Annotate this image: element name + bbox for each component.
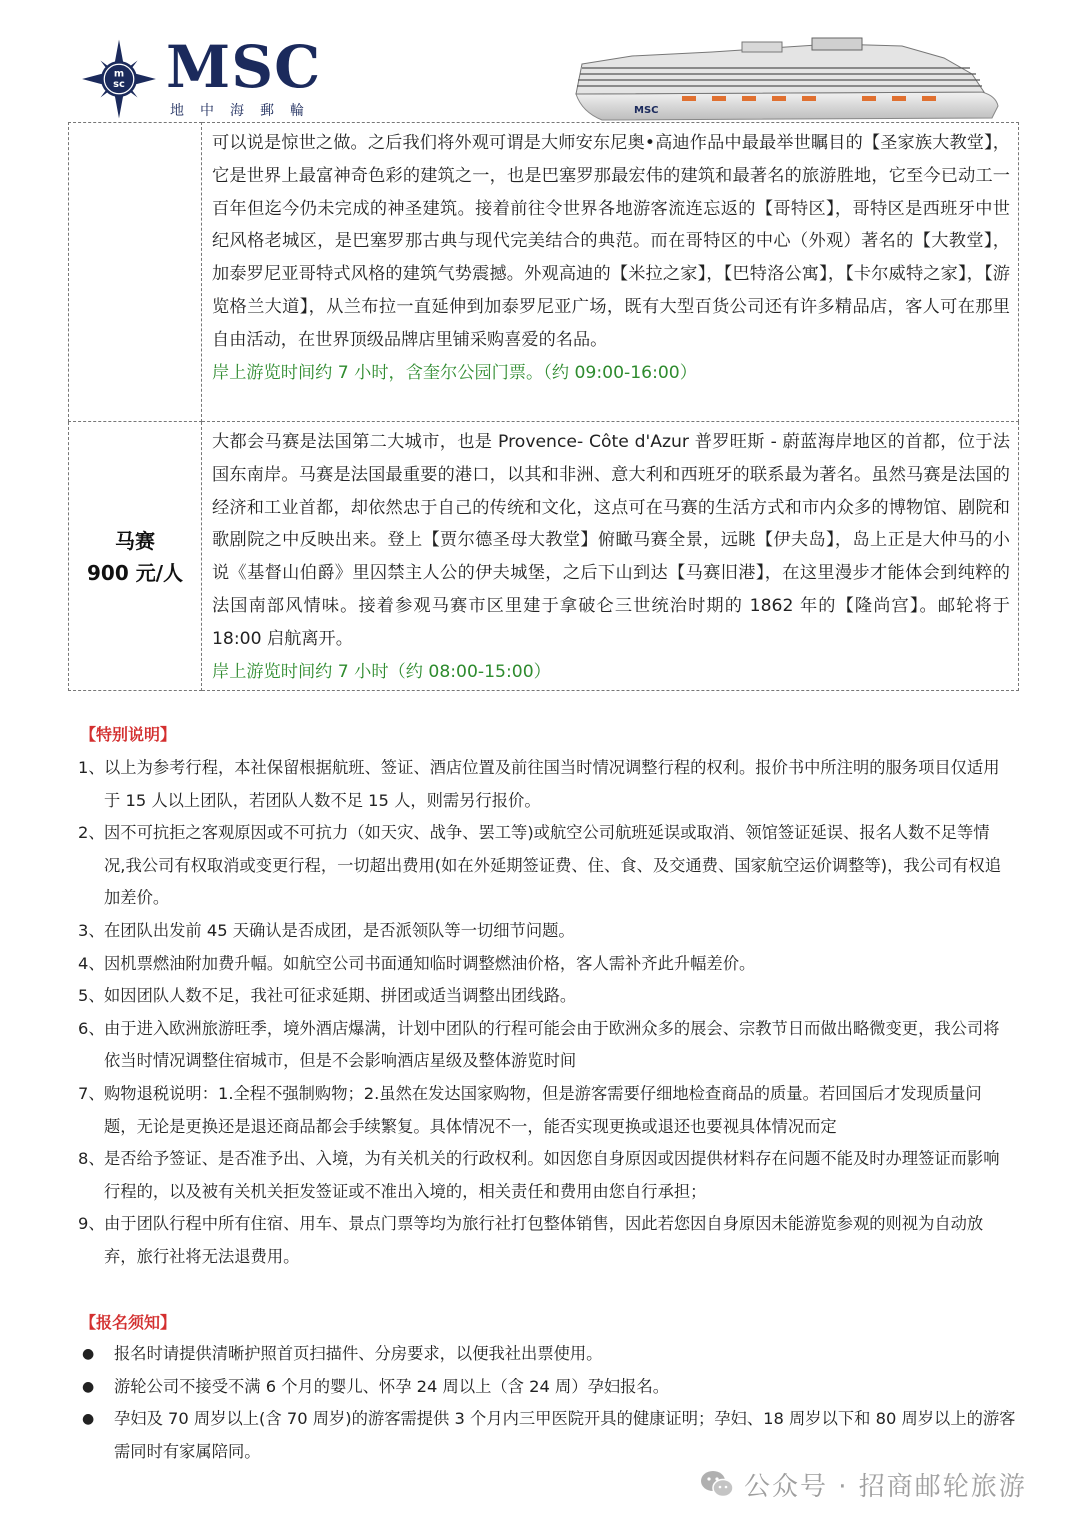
itinerary-row [69, 123, 1019, 422]
port-description: 大都会马赛是法国第二大城市，也是 Provence- Côte d'Azur 普罗旺斯 - 蔚蓝海岸地区的首都，位于法国东南岸。马赛是法国最重要的港口，以其和非洲、意大利和西班牙的联系最为著名。虽然马赛是法国的经济和工业首都，却依然忠于自己的传统和文化，这点可在马赛的生活方式和市内众多的博物馆、剧院和歌剧院之中反映出来。登上【贾尔德圣母大教堂】俯瞰马赛全景，远眺【伊夫岛】，岛上正是大仲马的小说《基督山伯爵》里囚禁主人公的伊夫城堡，之后下山到达【马赛旧港】，在这里漫步才能体会到纯粹的法国南部风情味。接着参观马赛市区里建于拿破仑三世统治时期的 1862 年的【隆尚宫】。邮轮将于 18:00 启航离开。 [212, 432, 1010, 649]
shore-excursion-note: 岸上游览时间约 7 小时，含奎尔公园门票。（约 09:00-16:00） [212, 362, 697, 383]
msc-logo [78, 30, 328, 120]
brand-subtitle: 地中海郵輪 [170, 103, 320, 119]
registration-title: 【报名须知】 [80, 1313, 177, 1332]
list-item: 8、 是否给予签证、是否准予出、入境，为有关机关的行政权利。如因您自身原因或因提供材料存在问题不能及时办理签证而影响行程的，以及被有关机关拒发签证或不准出入境的，相关责任和费用由您自行承担； [78, 1149, 1000, 1201]
svg-text:sc: sc [113, 79, 125, 91]
bullet-icon: ● [82, 1411, 95, 1428]
special-notes-title: 【特别说明】 [80, 725, 177, 744]
watermark-text: 公众号 · 招商邮轮旅游 [744, 1471, 1027, 1502]
description-cell [202, 123, 1019, 422]
list-item: 4、 因机票燃油附加费升幅。如航空公司书面通知临时调整燃油价格，客人需补齐此升幅差价。 [78, 953, 756, 973]
itinerary-table [68, 122, 1019, 691]
list-item: 3、 在团队出发前 45 天确认是否成团，是否派领队等一切细节问题。 [78, 920, 575, 940]
list-item: 9、 由于团队行程中所有住宿、用车、景点门票等均为旅行社打包整体销售，因此若您因自身原因未能游览参观的则视为自动放弃，旅行社将无法退费用。 [78, 1214, 984, 1266]
list-item: ● 游轮公司不接受不满 6 个月的婴儿、怀孕 24 周以上（含 24 周）孕妇报名。 [78, 1371, 1018, 1404]
port-cell [69, 422, 202, 691]
port-description: 可以说是惊世之做。之后我们将外观可谓是大师安东尼奥•高迪作品中最最举世瞩目的【圣家族大教堂】，它是世界上最富神奇色彩的建筑之一，也是巴塞罗那最宏伟的建筑和最著名的旅游胜地，它至今已动工一百年但迄今仍未完成的神圣建筑。接着前往令世界各地游客流连忘返的【哥特区】，哥特区是西班牙中世纪风格老城区，是巴塞罗那古典与现代完美结合的典范。而在哥特区的中心（外观）著名的【大教堂】，加泰罗尼亚哥特式风格的建筑气势震撼。外观高迪的【米拉之家】，【巴特洛公寓】，【卡尔威特之家】，【游览格兰大道】，从兰布拉一直延伸到加泰罗尼亚广场，既有大型百货公司还有许多精品店，客人可在那里自由活动，在世界顶级品牌店里铺采购喜爱的名品。 [212, 133, 1010, 350]
shore-excursion-note: 岸上游览时间约 7 小时（约 08:00-15:00） [212, 661, 551, 682]
list-item: 1、 以上为参考行程，本社保留根据航班、签证、酒店位置及前往国当时情况调整行程的权利。报价书中所注明的服务项目仅适用于 15 人以上团队，若团队人数不足 15 人，则需另行报价。 [78, 758, 1000, 810]
list-item: 6、 由于进入欧洲旅游旺季，境外酒店爆满，计划中团队的行程可能会由于欧洲众多的展会、宗教节日而做出略微变更，我公司将依当时情况调整住宿城市，但是不会影响酒店星级及整体游览时间 [78, 1018, 1000, 1071]
port-cell [69, 123, 202, 422]
wechat-watermark [700, 1462, 1027, 1506]
bullet-icon: ● [82, 1378, 95, 1395]
bullet-icon: ● [82, 1346, 95, 1362]
list-item: ● 报名时请提供清晰护照首页扫描件、分房要求，以便我社出票使用。 [78, 1338, 1018, 1371]
list-item: ● 孕妇及 70 周岁以上(含 70 周岁)的游客需提供 3 个月内三甲医院开具的健康证明；孕妇、18 周岁以下和 80 周岁以上的游客需同时有家属陪同。 [78, 1403, 1018, 1468]
itinerary-row [69, 422, 1019, 691]
ship-hull-marking: MSC [634, 105, 659, 116]
list-item: 2、 因不可抗拒之客观原因或不可抗力（如天灾、战争、罢工等)或航空公司航班延误或取消、领馆签证延误、报名人数不足等情况,我公司有权取消或变更行程，一切超出费用(如在外延期签证费、住、食、及交通费、国家航空运价调整等)，我公司有权追加差价。 [78, 823, 1002, 908]
port-price: 900 元/人 [86, 560, 183, 585]
cruise-ship-image [572, 34, 1000, 122]
list-item: 5、 如因团队人数不足，我社可征求延期、拼团或适当调整出团线路。 [78, 986, 577, 1006]
port-name: 马赛 [115, 528, 155, 553]
list-item: 7、 购物退税说明：1.全程不强制购物；2.虽然在发达国家购物，但是游客需要仔细地检查商品的质量。若回国后才发现质量问题，无论是更换还是退还商品都会手续繁复。具体情况不一，能否实现更换或退还也要视具体情况而定 [78, 1083, 982, 1136]
wechat-icon [700, 1469, 734, 1499]
description-cell [202, 422, 1019, 691]
compass-rose-icon [78, 38, 160, 120]
svg-text:m: m [113, 68, 125, 80]
brand-name: MSC [166, 33, 322, 101]
special-notes-list [78, 752, 1008, 1274]
registration-list [78, 1338, 1018, 1468]
